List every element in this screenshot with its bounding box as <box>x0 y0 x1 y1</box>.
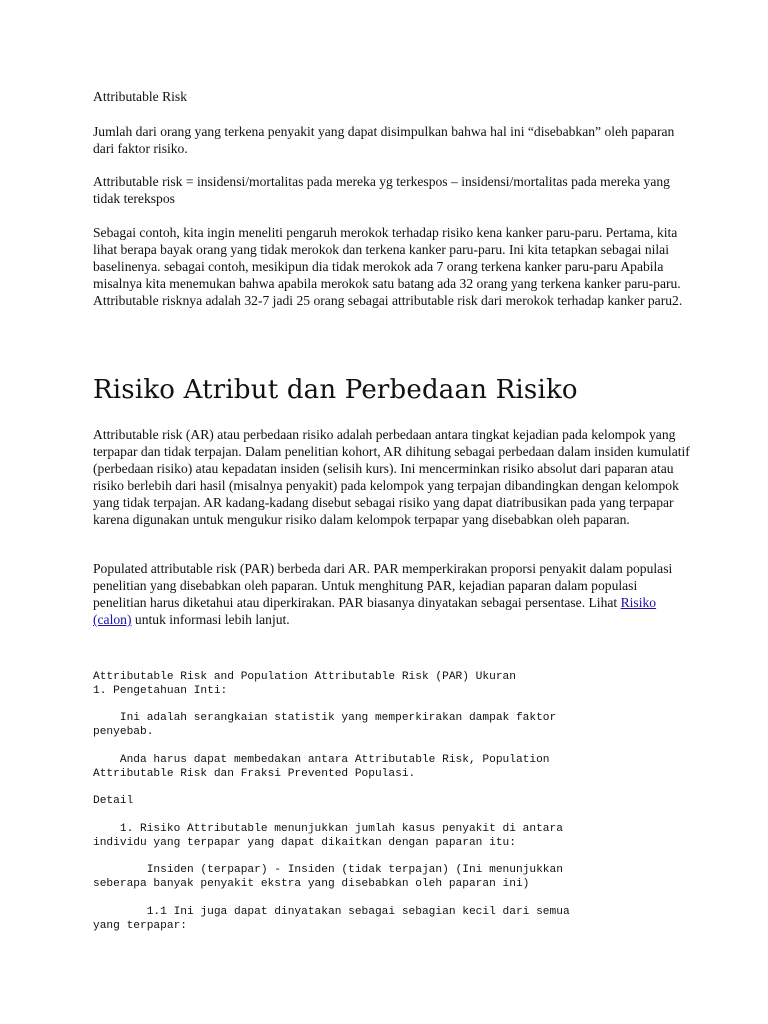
mono-formula-line: Insiden (terpapar) - Insiden (tidak terpajan) (Ini menunjukkan seberapa banyak penyakit ekstra yang disebabkan oleh paparan ini) <box>93 864 563 890</box>
mono-detail-label: Detail <box>93 795 134 807</box>
definition-paragraph: Jumlah dari orang yang terkena penyakit yang dapat disimpulkan bahwa hal ini “disebabkan” oleh paparan dari faktor risiko. <box>93 124 675 156</box>
example-paragraph: Sebagai contoh, kita ingin meneliti pengaruh merokok terhadap risiko kena kanker paru-paru. Pertama, kita lihat berapa bayak orang yang tidak merokok dan terkena kanker paru-paru. Ini kita tetapkan sebagai nilai baselinenya. sebagai contoh, mesikipun dia tidak merokok ada 7 orang terkena kanker paru-paru Apabila misalnya kita menemukan bahwa apabila merokok satu batang ada 32 orang yang terkena kanker paru-paru. Attributable risknya adalah 32-7 jadi 25 orang sebagai attributable risk dari merokok terhadap kanker paru2. <box>93 225 683 308</box>
par-paragraph <box>93 560 693 628</box>
mono-core-text: Ini adalah serangkaian statistik yang memperkirakan dampak faktor penyebab. <box>93 712 557 738</box>
mono-heading: Attributable Risk and Population Attributable Risk (PAR) Ukuran 1. Pengetahuan Inti: <box>93 671 516 697</box>
par-text-after-link: untuk informasi lebih lanjut. <box>131 612 290 627</box>
mono-item-1: 1. Risiko Attributable menunjukkan jumlah kasus penyakit di antara individu yang terpapar yang dapat dikaitkan dengan paparan itu: <box>93 823 563 849</box>
formula-paragraph: Attributable risk = insidensi/mortalitas pada mereka yg terkespos – insidensi/mortalitas pada mereka yang tidak terekspos <box>93 174 670 206</box>
intro-title: Attributable Risk <box>93 89 188 104</box>
risiko-calon-link[interactable]: Risiko (calon) <box>93 595 657 627</box>
mono-distinguish-text: Anda harus dapat membedakan antara Attributable Risk, Population Attributable Risk dan Fraksi Prevented Populasi. <box>93 754 550 780</box>
ar-paragraph: Attributable risk (AR) atau perbedaan risiko adalah perbedaan antara tingkat kejadian pada kelompok yang terpapar dan tidak terpajan. Dalam penelitian kohort, AR dihitung sebagai perbedaan dalam insiden kumulatif (perbedaan risiko) atau kepadatan insiden (selisih kurs). Ini mencerminkan risiko absolut dari paparan atau risiko berlebih dari hasil (misalnya penyakit) pada kelompok yang terpajan dibandingkan dengan kelompok yang tidak terpajan. AR kadang-kadang disebut sebagai risiko yang dapat diatribusikan pada yang terpapar karena digunakan untuk mengukur risiko dalam kelompok terpapar yang disebabkan oleh paparan. <box>93 427 690 527</box>
mono-item-1-1: 1.1 Ini juga dapat dinyatakan sebagai sebagian kecil dari semua yang terpapar: <box>93 906 570 932</box>
par-text-before-link: Populated attributable risk (PAR) berbeda dari AR. PAR memperkirakan proporsi penyakit dalam populasi penelitian yang disebabkan oleh paparan. Untuk menghitung PAR, kejadian paparan dalam populasi penelitian harus diketahui atau diperkirakan. PAR biasanya dinyatakan sebagai persentase. Lihat <box>93 561 673 610</box>
section-heading: Risiko Atribut dan Perbedaan Risiko <box>93 375 578 405</box>
